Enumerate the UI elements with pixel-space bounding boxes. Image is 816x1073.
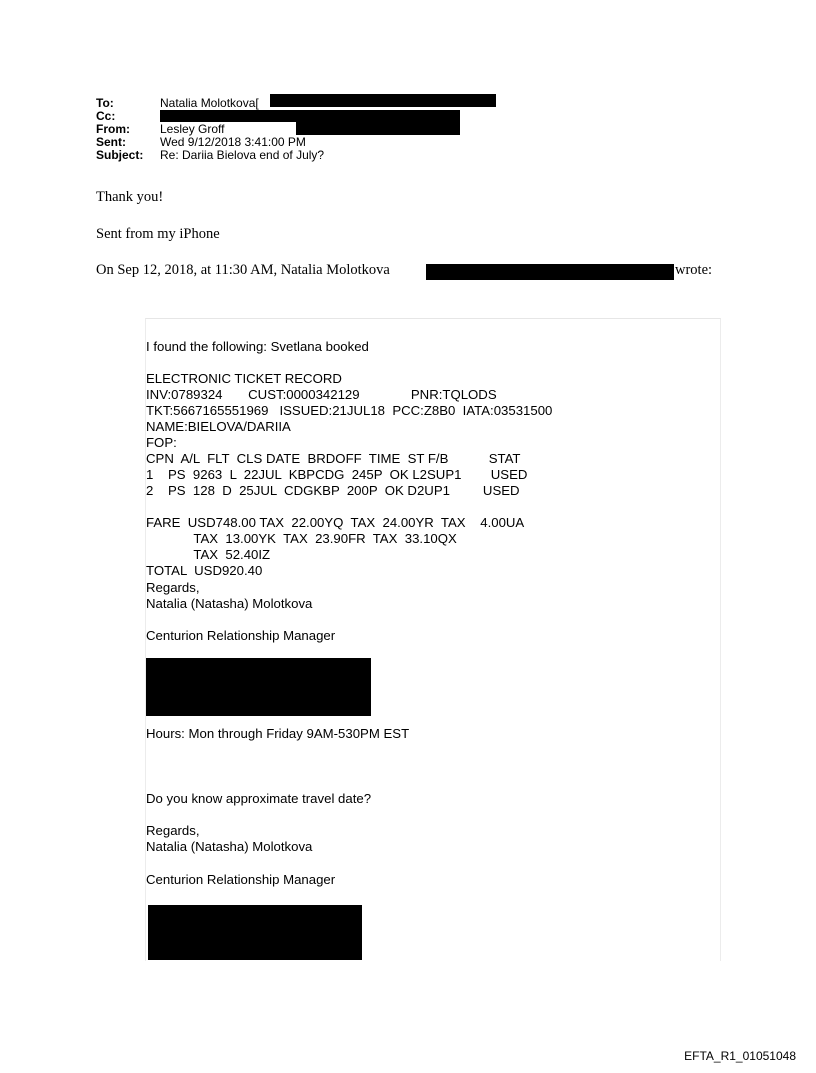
coupon-row: 1 PS 9263 L 22JUL KBPCDG 245P OK L2SUP1 USED — [146, 467, 528, 482]
regards-text: Regards, — [146, 823, 200, 838]
subject-value: Re: Dariia Bielova end of July? — [160, 148, 325, 162]
document-id: EFTA_R1_01051048 — [684, 1049, 796, 1063]
quoted-intro: I found the following: Svetlana booked — [146, 339, 369, 354]
subject-row — [96, 149, 324, 162]
hours-text: Hours: Mon through Friday 9AM-530PM EST — [146, 726, 410, 741]
attribution-wrote: wrote: — [675, 262, 713, 278]
to-value: Natalia Molotkova[ — [160, 96, 259, 110]
redaction-attribution-email — [426, 264, 674, 280]
signature-name: Natalia (Natasha) Molotkova — [146, 839, 313, 854]
ticket-name-line: NAME:BIELOVA/DARIIA — [146, 419, 291, 434]
signature-title: Centurion Relationship Manager — [146, 872, 336, 887]
tax-line: TAX 52.40IZ — [146, 547, 271, 562]
ticket-inv-line: INV:0789324 CUST:0000342129 PNR:TQLODS — [146, 387, 497, 402]
redaction-cc — [160, 110, 460, 122]
cc-label: Cc: — [96, 109, 116, 123]
redaction-from-email — [296, 122, 460, 135]
tax-line: TAX 13.00YK TAX 23.90FR TAX 33.10QX — [146, 531, 457, 546]
ticket-record-title: ELECTRONIC TICKET RECORD — [146, 371, 342, 386]
from-value: Lesley Groff — [160, 122, 225, 136]
redaction-signature-block-2 — [148, 905, 362, 960]
redaction-signature-block — [146, 658, 371, 716]
attribution-text: On Sep 12, 2018, at 11:30 AM, Natalia Molotkova — [96, 262, 390, 278]
reply-thanks: Thank you! — [96, 189, 164, 205]
from-label: From: — [96, 122, 130, 136]
to-label: To: — [96, 96, 114, 110]
regards-text: Regards, — [146, 580, 200, 595]
ticket-tkt-line: TKT:5667165551969 ISSUED:21JUL18 PCC:Z8B0 IATA:03531500 — [146, 403, 553, 418]
reply-attribution — [96, 262, 390, 279]
coupon-row: 2 PS 128 D 25JUL CDGKBP 200P OK D2UP1 USED — [146, 483, 520, 498]
signature-title: Centurion Relationship Manager — [146, 628, 336, 643]
reply-signature: Sent from my iPhone — [96, 226, 220, 242]
coupon-header: CPN A/L FLT CLS DATE BRDOFF TIME ST F/B STAT — [146, 451, 521, 466]
ticket-fop-line: FOP: — [146, 435, 177, 450]
travel-date-question: Do you know approximate travel date? — [146, 791, 372, 806]
subject-label: Subject: — [96, 148, 144, 162]
signature-name: Natalia (Natasha) Molotkova — [146, 596, 313, 611]
redaction-to-email — [270, 94, 496, 107]
sent-label: Sent: — [96, 135, 126, 149]
to-row — [96, 97, 259, 110]
total-line: TOTAL USD920.40 — [146, 563, 263, 578]
sent-value: Wed 9/12/2018 3:41:00 PM — [160, 135, 306, 149]
fare-line: FARE USD748.00 TAX 22.00YQ TAX 24.00YR TAX 4.00UA — [146, 515, 525, 530]
